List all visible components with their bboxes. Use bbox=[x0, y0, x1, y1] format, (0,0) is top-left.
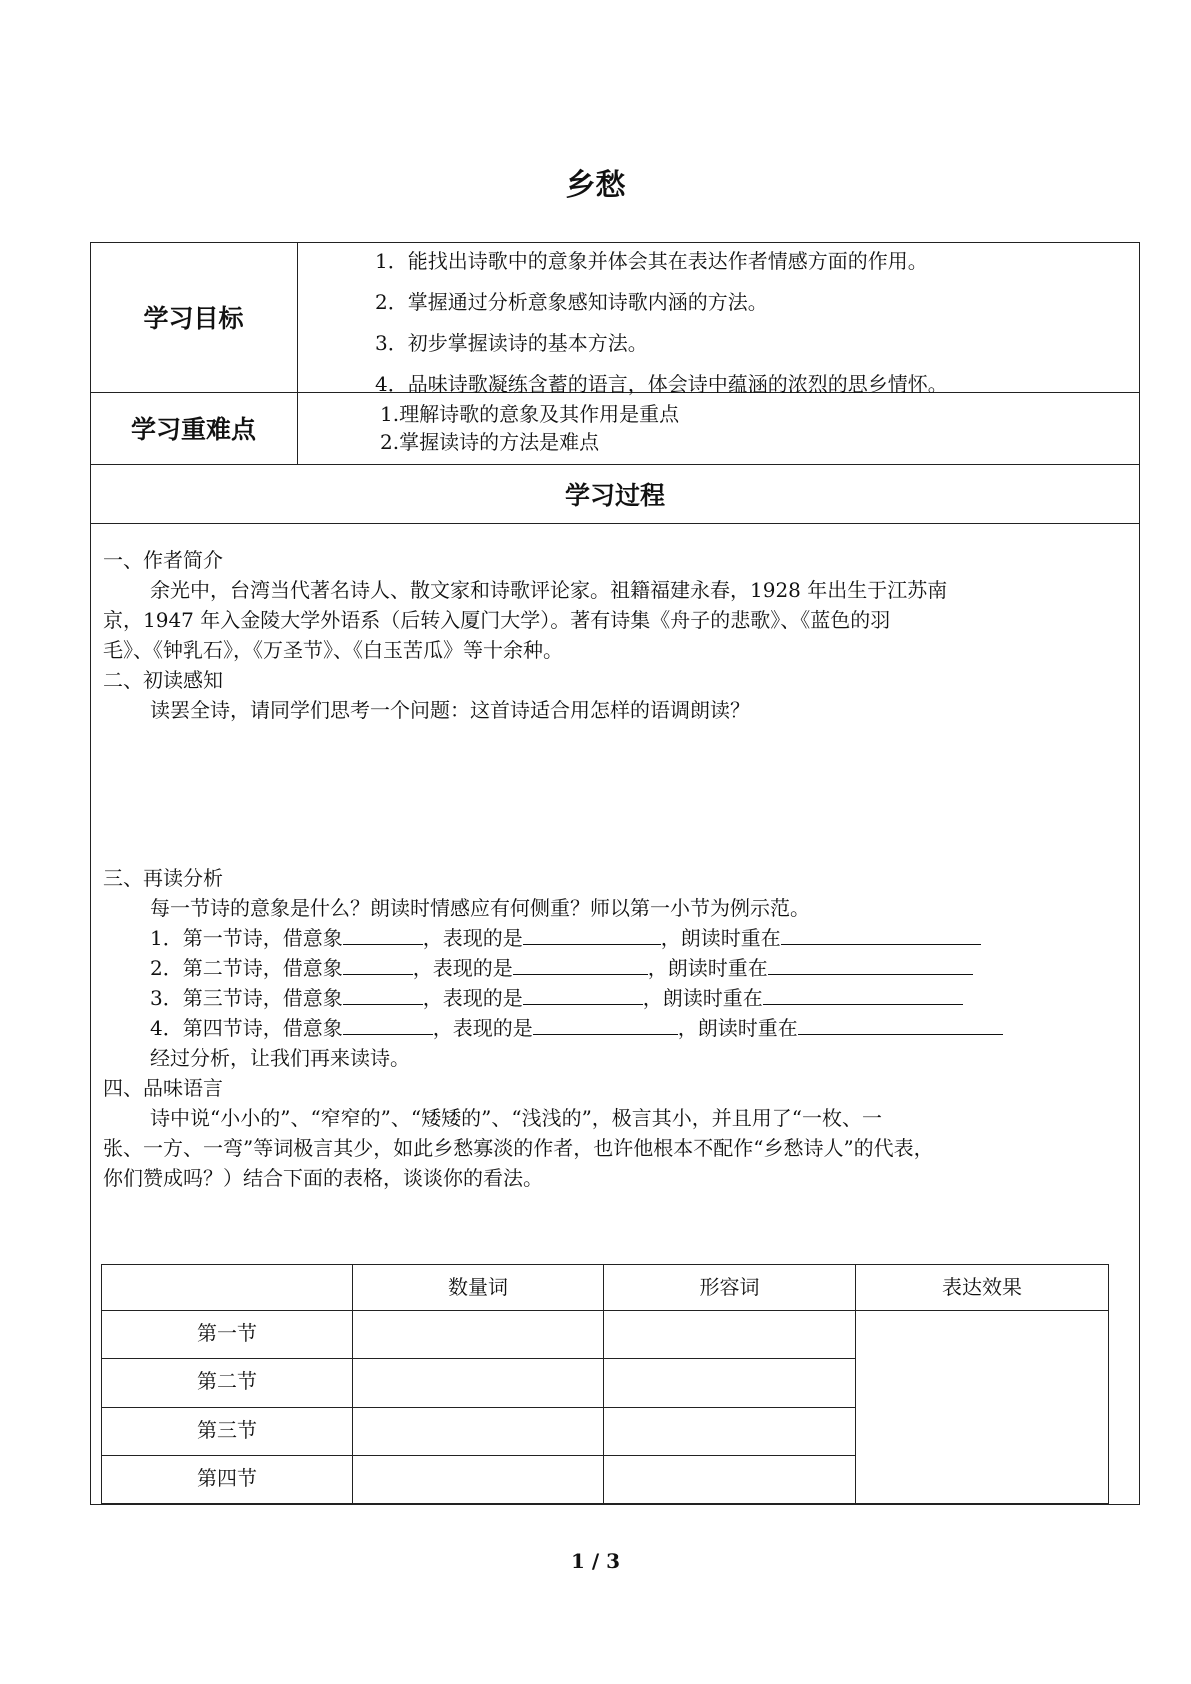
meaning-blank[interactable] bbox=[523, 986, 643, 1010]
language-text-line: 你们赞成吗？）结合下面的表格，谈谈你的看法。 bbox=[103, 1166, 543, 1190]
emphasis-blank[interactable] bbox=[781, 926, 981, 950]
fill-end: ，朗读时重在 bbox=[677, 1016, 798, 1040]
table-header-cell: 形容词 bbox=[604, 1265, 856, 1311]
fill-prefix: 1．第一节诗，借意象 bbox=[150, 926, 343, 950]
emphasis-blank[interactable] bbox=[763, 986, 963, 1010]
imagery-blank[interactable] bbox=[343, 986, 423, 1010]
table-header-cell bbox=[102, 1265, 353, 1311]
objective-item: 4．品味诗歌凝练含蓄的语言，体会诗中蕴涵的浓烈的思乡情怀。 bbox=[375, 372, 948, 396]
analysis-fill-row bbox=[150, 1012, 1003, 1041]
analysis-fill-row bbox=[150, 952, 973, 981]
section-heading: 四、品味语言 bbox=[103, 1076, 223, 1100]
fill-end: ，朗读时重在 bbox=[660, 926, 781, 950]
stanza-label: 第三节 bbox=[102, 1407, 353, 1455]
table-row bbox=[102, 1311, 1109, 1359]
section-heading: 一、作者简介 bbox=[103, 548, 223, 572]
adjective-cell[interactable] bbox=[604, 1407, 856, 1455]
emphasis-blank[interactable] bbox=[768, 956, 973, 980]
meaning-blank[interactable] bbox=[523, 926, 661, 950]
fill-mid: ，表现的是 bbox=[412, 956, 513, 980]
author-bio-line: 余光中，台湾当代著名诗人、散文家和诗歌评论家。祖籍福建永春，1928 年出生于江苏南 bbox=[150, 578, 948, 602]
quantifier-cell[interactable] bbox=[353, 1407, 604, 1455]
meaning-blank[interactable] bbox=[513, 956, 648, 980]
adjective-cell[interactable] bbox=[604, 1359, 856, 1407]
page-title: 乡愁 bbox=[565, 168, 626, 203]
section-heading: 三、再读分析 bbox=[103, 866, 223, 890]
quantifier-cell[interactable] bbox=[353, 1455, 604, 1503]
imagery-blank[interactable] bbox=[343, 956, 413, 980]
adjective-cell[interactable] bbox=[604, 1455, 856, 1503]
analysis-table bbox=[101, 1264, 1109, 1504]
imagery-blank[interactable] bbox=[343, 926, 423, 950]
process-heading: 学习过程 bbox=[564, 480, 665, 510]
fill-prefix: 4．第四节诗，借意象 bbox=[150, 1016, 343, 1040]
analysis-intro: 每一节诗的意象是什么？朗读时情感应有何侧重？师以第一小节为例示范。 bbox=[150, 896, 810, 920]
analysis-fill-row bbox=[150, 922, 981, 951]
meaning-blank[interactable] bbox=[533, 1016, 678, 1040]
table-header-cell: 表达效果 bbox=[856, 1265, 1109, 1311]
objectives-heading: 学习目标 bbox=[143, 304, 244, 333]
adjective-cell[interactable] bbox=[604, 1311, 856, 1359]
fill-end: ，朗读时重在 bbox=[642, 986, 763, 1010]
objective-item: 1．能找出诗歌中的意象并体会其在表达作者情感方面的作用。 bbox=[375, 249, 928, 273]
fill-mid: ，表现的是 bbox=[422, 986, 523, 1010]
header-divider bbox=[297, 242, 298, 464]
fill-prefix: 2．第二节诗，借意象 bbox=[150, 956, 343, 980]
fill-end: ，朗读时重在 bbox=[647, 956, 768, 980]
reading-question: 读罢全诗，请同学们思考一个问题：这首诗适合用怎样的语调朗读？ bbox=[150, 698, 750, 722]
objective-item: 3．初步掌握读诗的基本方法。 bbox=[375, 331, 648, 355]
language-text-line: 张、一方、一弯”等词极言其少，如此乡愁寡淡的作者，也许他根本不配作“乡愁诗人”的代表， bbox=[103, 1136, 934, 1160]
row-divider bbox=[90, 523, 1140, 524]
analysis-fill-row bbox=[150, 982, 963, 1011]
author-bio-line: 毛》、《钟乳石》，《万圣节》、《白玉苦瓜》等十余种。 bbox=[103, 638, 563, 662]
quantifier-cell[interactable] bbox=[353, 1359, 604, 1407]
page-number: 1 / 3 bbox=[570, 1549, 621, 1573]
section-heading: 二、初读感知 bbox=[103, 668, 223, 692]
table-header-row bbox=[102, 1265, 1109, 1311]
emphasis-blank[interactable] bbox=[798, 1016, 1003, 1040]
stanza-label: 第一节 bbox=[102, 1311, 353, 1359]
quantifier-cell[interactable] bbox=[353, 1311, 604, 1359]
author-bio-line: 京，1947 年入金陵大学外语系（后转入厦门大学）。著有诗集《舟子的悲歌》、《蓝色的羽 bbox=[103, 608, 891, 632]
fill-mid: ，表现的是 bbox=[432, 1016, 533, 1040]
language-text-line: 诗中说“小小的”、“窄窄的”、“矮矮的”、“浅浅的”，极言其小，并且用了“一枚、一 bbox=[150, 1106, 883, 1130]
fill-mid: ，表现的是 bbox=[422, 926, 523, 950]
key-point-item: 1.理解诗歌的意象及其作用是重点 bbox=[380, 402, 680, 426]
key-point-item: 2.掌握读诗的方法是难点 bbox=[380, 430, 600, 454]
stanza-label: 第二节 bbox=[102, 1359, 353, 1407]
key-points-heading: 学习重难点 bbox=[130, 415, 256, 444]
fill-prefix: 3．第三节诗，借意象 bbox=[150, 986, 343, 1010]
effect-cell[interactable] bbox=[856, 1311, 1109, 1504]
imagery-blank[interactable] bbox=[343, 1016, 433, 1040]
analysis-outro: 经过分析，让我们再来读诗。 bbox=[150, 1046, 410, 1070]
table-header-cell: 数量词 bbox=[353, 1265, 604, 1311]
objective-item: 2．掌握通过分析意象感知诗歌内涵的方法。 bbox=[375, 290, 768, 314]
stanza-label: 第四节 bbox=[102, 1455, 353, 1503]
